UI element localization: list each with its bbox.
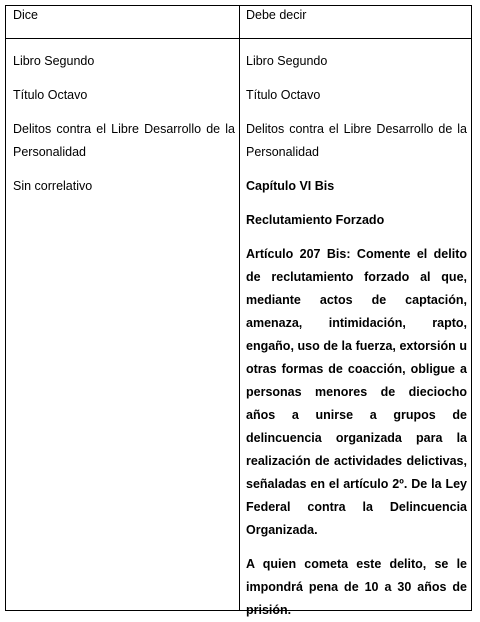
column-debe-decir xyxy=(246,39,467,622)
header-dice: Dice xyxy=(13,8,39,22)
left-sin-correlativo: Sin correlativo xyxy=(13,179,93,193)
left-delitos: Delitos contra el Libre Desarrollo de la Personalidad xyxy=(13,122,235,159)
comparison-table xyxy=(5,5,472,617)
right-pena: A quien cometa este delito, se le impondrá pena de 10 a 30 años de prisión. xyxy=(246,557,467,617)
right-titulo: Título Octavo xyxy=(246,88,321,102)
right-libro: Libro Segundo xyxy=(246,54,328,68)
right-articulo: Artículo 207 Bis: Comente el delito de reclutamiento forzado al que, mediante actos de captación, amenaza, intimidación, rapto, engaño, uso de la fuerza, extorsión u otras formas de coacción, obligue a personas menores de dieciocho años a unirse a grupos de delincuencia organizada para la realización de actividades delictivas, señaladas en el artículo 2º. De la Ley Federal contra la Delincuencia Organizada. xyxy=(246,247,467,537)
header-debe-decir: Debe decir xyxy=(246,8,307,22)
column-dice xyxy=(13,39,235,198)
column-divider xyxy=(239,6,240,610)
right-reclutamiento: Reclutamiento Forzado xyxy=(246,213,385,227)
right-capitulo: Capítulo VI Bis xyxy=(246,179,335,193)
left-titulo: Título Octavo xyxy=(13,88,88,102)
right-delitos: Delitos contra el Libre Desarrollo de la Personalidad xyxy=(246,122,467,159)
left-libro: Libro Segundo xyxy=(13,54,95,68)
